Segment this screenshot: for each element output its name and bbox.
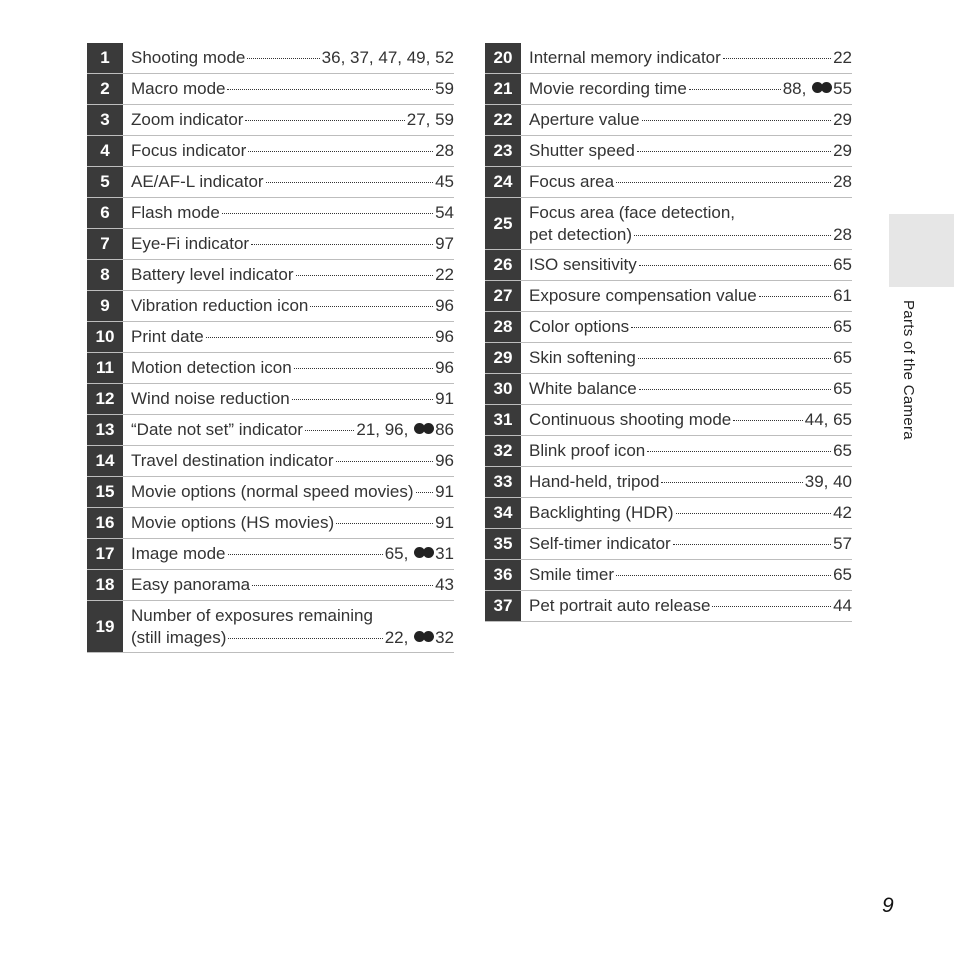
page-reference <box>435 78 454 100</box>
item-number: 20 <box>485 43 521 73</box>
item-label: Blink proof icon <box>529 441 646 460</box>
legend-row <box>485 529 852 560</box>
dot-leader <box>336 461 434 462</box>
reference-page: 55 <box>833 79 852 98</box>
item-entry <box>123 198 454 228</box>
item-label: Print date <box>131 327 204 346</box>
reference-section-icon <box>414 631 434 642</box>
page-numbers: 91 <box>435 482 454 501</box>
page-numbers: 36, 37, 47, 49, 52 <box>321 48 454 67</box>
page-reference <box>435 574 454 596</box>
legend-row <box>485 312 852 343</box>
page-reference <box>435 481 454 503</box>
dot-leader <box>222 213 433 214</box>
page-reference <box>435 140 454 162</box>
page-numbers: 21, 96, <box>356 420 414 439</box>
item-label: Macro mode <box>131 79 226 98</box>
legend-row <box>485 591 852 622</box>
item-entry <box>521 529 852 559</box>
reference-page: 86 <box>435 420 454 439</box>
legend-row <box>87 477 454 508</box>
item-number: 10 <box>87 322 123 352</box>
page-reference <box>435 202 454 224</box>
dot-leader <box>247 58 319 59</box>
legend-row <box>485 105 852 136</box>
dot-leader <box>616 182 831 183</box>
page-reference <box>833 316 852 338</box>
item-label: Aperture value <box>529 110 640 129</box>
page-numbers: 88, <box>782 79 812 98</box>
legend-row <box>485 405 852 436</box>
page-reference <box>833 109 852 131</box>
item-label: White balance <box>529 379 637 398</box>
item-entry <box>521 498 852 528</box>
item-number: 6 <box>87 198 123 228</box>
item-label: Vibration reduction icon <box>131 296 309 315</box>
page-reference <box>435 233 454 255</box>
page-numbers: 39, 40 <box>804 472 852 491</box>
page-numbers: 96 <box>435 327 454 346</box>
item-number: 22 <box>485 105 521 135</box>
legend-row <box>485 281 852 312</box>
legend-column-right <box>485 43 852 622</box>
page-reference <box>833 502 852 524</box>
page-numbers: 65 <box>833 348 852 367</box>
legend-row <box>87 136 454 167</box>
item-number: 23 <box>485 136 521 166</box>
item-entry <box>521 467 852 497</box>
item-label-line1: Focus area (face detection, <box>529 202 736 222</box>
item-number: 30 <box>485 374 521 404</box>
item-entry <box>123 415 454 445</box>
page-reference <box>435 450 454 472</box>
legend-row <box>87 43 454 74</box>
legend-row <box>485 498 852 529</box>
dot-leader <box>310 306 433 307</box>
item-number: 8 <box>87 260 123 290</box>
section-tab-label: Parts of the Camera <box>900 300 917 440</box>
item-number: 32 <box>485 436 521 466</box>
page-numbers: 27, 59 <box>406 110 454 129</box>
dot-leader <box>676 513 832 514</box>
item-label: ISO sensitivity <box>529 255 637 274</box>
item-label: Pet portrait auto release <box>529 596 711 615</box>
dot-leader <box>336 523 433 524</box>
reference-section-icon <box>414 547 434 558</box>
item-entry <box>521 374 852 404</box>
page-numbers: 96 <box>435 451 454 470</box>
item-number: 14 <box>87 446 123 476</box>
item-entry <box>123 260 454 290</box>
item-entry <box>123 508 454 538</box>
dot-leader <box>252 585 433 586</box>
item-number: 36 <box>485 560 521 590</box>
dot-leader <box>723 58 831 59</box>
item-entry <box>123 105 454 135</box>
item-number: 13 <box>87 415 123 445</box>
item-entry <box>521 436 852 466</box>
page-numbers: 29 <box>833 110 852 129</box>
page-reference <box>435 388 454 410</box>
legend-row <box>87 446 454 477</box>
legend-row <box>485 167 852 198</box>
dot-leader <box>673 544 831 545</box>
page-numbers: 65 <box>833 255 852 274</box>
dot-leader <box>245 120 404 121</box>
dot-leader <box>647 451 831 452</box>
item-label: Travel destination indicator <box>131 451 334 470</box>
item-number: 27 <box>485 281 521 311</box>
dot-leader <box>228 638 382 639</box>
item-label: Motion detection icon <box>131 358 292 377</box>
legend-row <box>485 43 852 74</box>
dot-leader <box>248 151 433 152</box>
item-entry <box>123 43 454 73</box>
item-entry <box>521 281 852 311</box>
item-number: 16 <box>87 508 123 538</box>
item-entry <box>123 384 454 414</box>
item-entry <box>521 312 852 342</box>
page-reference <box>833 595 852 617</box>
item-entry <box>123 601 454 652</box>
item-number: 17 <box>87 539 123 569</box>
dot-leader <box>228 554 383 555</box>
item-entry <box>123 539 454 569</box>
legend-row <box>485 560 852 591</box>
page-numbers: 91 <box>435 389 454 408</box>
page-numbers: 59 <box>435 79 454 98</box>
legend-row <box>87 291 454 322</box>
page-reference <box>833 564 852 586</box>
item-number: 9 <box>87 291 123 321</box>
page-numbers: 22, <box>384 627 414 647</box>
page-reference <box>407 109 454 131</box>
legend-row <box>485 436 852 467</box>
page-reference <box>833 171 852 193</box>
legend-row <box>485 374 852 405</box>
dot-leader <box>616 575 831 576</box>
item-label: Eye-Fi indicator <box>131 234 250 253</box>
page-numbers: 96 <box>435 358 454 377</box>
page-reference <box>435 512 454 534</box>
item-label: “Date not set” indicator <box>131 420 303 439</box>
page-numbers: 22 <box>435 265 454 284</box>
item-number: 11 <box>87 353 123 383</box>
item-number: 25 <box>485 198 521 249</box>
page-reference <box>833 224 852 246</box>
page-reference <box>385 627 454 649</box>
item-number: 3 <box>87 105 123 135</box>
page-numbers: 57 <box>833 534 852 553</box>
item-entry <box>521 560 852 590</box>
page-numbers: 43 <box>435 575 454 594</box>
item-label: Zoom indicator <box>131 110 244 129</box>
dot-leader <box>294 368 433 369</box>
legend-row <box>485 343 852 374</box>
item-number: 21 <box>485 74 521 104</box>
page-reference <box>805 409 852 431</box>
page-reference <box>833 140 852 162</box>
legend-row <box>87 601 454 653</box>
item-label: Shutter speed <box>529 141 635 160</box>
item-label: pet detection) <box>529 224 633 244</box>
page-numbers: 65 <box>833 441 852 460</box>
dot-leader <box>631 327 831 328</box>
legend-row <box>87 384 454 415</box>
page-reference <box>833 378 852 400</box>
page-numbers: 42 <box>833 503 852 522</box>
page-reference <box>385 543 454 565</box>
dot-leader <box>733 420 802 421</box>
dot-leader <box>642 120 832 121</box>
item-label: Movie options (normal speed movies) <box>131 482 414 501</box>
item-entry <box>521 591 852 621</box>
page-numbers: 45 <box>435 172 454 191</box>
item-entry <box>521 105 852 135</box>
page-reference <box>435 326 454 348</box>
item-number: 35 <box>485 529 521 559</box>
legend-row <box>87 322 454 353</box>
item-number: 15 <box>87 477 123 507</box>
item-entry <box>521 43 852 73</box>
dot-leader <box>637 151 831 152</box>
reference-section-icon <box>812 82 832 93</box>
item-entry <box>123 291 454 321</box>
item-label-line1: Number of exposures remaining <box>131 605 373 625</box>
dot-leader <box>634 235 831 236</box>
item-label: Wind noise reduction <box>131 389 290 408</box>
section-tab <box>889 214 954 287</box>
legend-row <box>87 539 454 570</box>
item-label: Movie recording time <box>529 79 687 98</box>
item-number: 29 <box>485 343 521 373</box>
page-numbers: 61 <box>833 286 852 305</box>
page-reference <box>833 347 852 369</box>
dot-leader <box>251 244 433 245</box>
page-numbers: 28 <box>833 172 852 191</box>
item-label: Shooting mode <box>131 48 246 67</box>
item-number: 2 <box>87 74 123 104</box>
dot-leader <box>638 358 831 359</box>
item-entry <box>123 229 454 259</box>
page-numbers: 28 <box>435 141 454 160</box>
dot-leader <box>712 606 831 607</box>
item-number: 5 <box>87 167 123 197</box>
item-label: Movie options (HS movies) <box>131 513 335 532</box>
page-numbers: 65 <box>833 565 852 584</box>
page-numbers: 44 <box>833 596 852 615</box>
page-reference <box>322 47 454 69</box>
legend-row <box>87 260 454 291</box>
item-label: AE/AF-L indicator <box>131 172 264 191</box>
item-number: 34 <box>485 498 521 528</box>
reference-page: 31 <box>435 544 454 563</box>
item-label: Battery level indicator <box>131 265 294 284</box>
page-reference <box>435 295 454 317</box>
page-reference <box>833 47 852 69</box>
dot-leader <box>416 492 434 493</box>
item-number: 4 <box>87 136 123 166</box>
item-number: 31 <box>485 405 521 435</box>
item-number: 28 <box>485 312 521 342</box>
item-entry <box>521 167 852 197</box>
page-numbers: 54 <box>435 203 454 222</box>
item-entry <box>123 353 454 383</box>
legend-column-left <box>87 43 454 653</box>
item-label: Color options <box>529 317 630 336</box>
item-number: 1 <box>87 43 123 73</box>
item-number: 12 <box>87 384 123 414</box>
item-label: Skin softening <box>529 348 636 367</box>
legend-row <box>485 467 852 498</box>
item-entry <box>123 570 454 600</box>
page-number: 9 <box>882 894 894 917</box>
dot-leader <box>206 337 433 338</box>
dot-leader <box>689 89 781 90</box>
item-label: Focus indicator <box>131 141 247 160</box>
legend-row <box>485 136 852 167</box>
reference-page: 32 <box>435 627 454 647</box>
dot-leader <box>292 399 433 400</box>
item-entry <box>521 250 852 280</box>
page-reference <box>833 440 852 462</box>
page-reference <box>356 419 454 441</box>
legend-row <box>87 167 454 198</box>
item-entry <box>123 477 454 507</box>
item-label: Easy panorama <box>131 575 251 594</box>
dot-leader <box>639 265 831 266</box>
page-numbers: 96 <box>435 296 454 315</box>
legend-row <box>87 353 454 384</box>
legend-row <box>87 570 454 601</box>
item-number: 19 <box>87 601 123 652</box>
item-number: 33 <box>485 467 521 497</box>
legend-row <box>87 508 454 539</box>
item-label: Smile timer <box>529 565 615 584</box>
legend-row <box>485 250 852 281</box>
dot-leader <box>266 182 433 183</box>
item-label: Image mode <box>131 544 226 563</box>
page-reference <box>833 285 852 307</box>
item-label: Flash mode <box>131 203 220 222</box>
legend-row <box>87 198 454 229</box>
page-reference <box>435 264 454 286</box>
item-label: Internal memory indicator <box>529 48 721 67</box>
legend-row <box>87 105 454 136</box>
page-reference <box>435 357 454 379</box>
page-reference <box>833 254 852 276</box>
dot-leader <box>639 389 831 390</box>
legend-row <box>87 229 454 260</box>
item-entry <box>123 136 454 166</box>
legend-row <box>87 74 454 105</box>
item-label: Self-timer indicator <box>529 534 671 553</box>
page-numbers: 91 <box>435 513 454 532</box>
dot-leader <box>661 482 802 483</box>
page-reference <box>805 471 852 493</box>
dot-leader <box>227 89 433 90</box>
item-entry <box>123 74 454 104</box>
page-numbers: 65, <box>384 544 414 563</box>
page-numbers: 29 <box>833 141 852 160</box>
item-label: (still images) <box>131 627 227 647</box>
item-label: Continuous shooting mode <box>529 410 732 429</box>
item-entry <box>123 446 454 476</box>
legend-row <box>485 198 852 250</box>
page-numbers: 44, 65 <box>804 410 852 429</box>
dot-leader <box>305 430 354 431</box>
item-number: 37 <box>485 591 521 621</box>
page-numbers: 28 <box>833 224 852 244</box>
item-entry <box>521 74 852 104</box>
legend-row <box>87 415 454 446</box>
item-label: Backlighting (HDR) <box>529 503 674 522</box>
item-entry <box>521 198 852 249</box>
item-number: 18 <box>87 570 123 600</box>
item-entry <box>123 167 454 197</box>
page-numbers: 97 <box>435 234 454 253</box>
item-number: 26 <box>485 250 521 280</box>
legend-row <box>485 74 852 105</box>
item-label: Focus area <box>529 172 615 191</box>
page-reference <box>435 171 454 193</box>
item-entry <box>521 136 852 166</box>
reference-section-icon <box>414 423 434 434</box>
item-label: Exposure compensation value <box>529 286 757 305</box>
item-entry <box>123 322 454 352</box>
item-entry <box>521 405 852 435</box>
item-label: Hand-held, tripod <box>529 472 660 491</box>
dot-leader <box>296 275 434 276</box>
page-numbers: 22 <box>833 48 852 67</box>
item-number: 24 <box>485 167 521 197</box>
dot-leader <box>759 296 831 297</box>
item-entry <box>521 343 852 373</box>
page-numbers: 65 <box>833 379 852 398</box>
item-number: 7 <box>87 229 123 259</box>
page-numbers: 65 <box>833 317 852 336</box>
page-reference <box>783 78 852 100</box>
page-reference <box>833 533 852 555</box>
